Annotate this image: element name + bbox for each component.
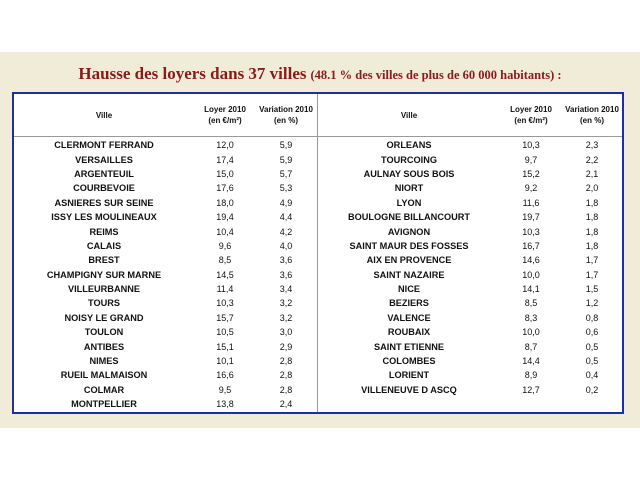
cell-variation: 3,2 xyxy=(279,298,293,309)
table-row xyxy=(318,311,622,325)
cell-city: MONTPELLIER xyxy=(71,399,137,410)
cell-variation: 2,0 xyxy=(585,183,599,194)
cell-variation: 2,1 xyxy=(585,168,599,179)
table-row xyxy=(318,253,622,267)
header-variation: Variation 2010 (en %) xyxy=(565,105,619,125)
header-rent: Loyer 2010 (en €/m²) xyxy=(204,105,246,125)
table-row xyxy=(14,167,317,181)
cell-variation: 3,6 xyxy=(279,269,293,280)
cell-rent: 17,4 xyxy=(216,154,234,165)
cell-rent: 17,6 xyxy=(216,183,234,194)
cell-rent: 10,3 xyxy=(522,226,540,237)
cell-city: LORIENT xyxy=(388,370,430,381)
cell-rent: 14,6 xyxy=(522,255,540,266)
table-row xyxy=(14,354,317,368)
cell-variation: 0,2 xyxy=(585,384,599,395)
cell-city: NOISY LE GRAND xyxy=(64,312,144,323)
table-row xyxy=(318,383,622,397)
cell-variation: 4,4 xyxy=(279,212,293,223)
cell-variation: 1,7 xyxy=(585,255,599,266)
cell-rent: 9,7 xyxy=(524,154,538,165)
table-header-right xyxy=(318,94,622,137)
cell-variation: 1,7 xyxy=(585,269,599,280)
table-row xyxy=(14,383,317,397)
cell-city: BREST xyxy=(88,255,120,266)
table-row xyxy=(318,325,622,339)
header-city: Ville xyxy=(95,110,113,120)
table-row xyxy=(14,397,317,411)
page-title xyxy=(0,64,640,84)
title-main: Hausse des loyers dans 37 villes xyxy=(78,64,307,83)
table-row xyxy=(14,138,317,152)
cell-variation: 3,2 xyxy=(279,312,293,323)
cell-variation: 2,4 xyxy=(279,399,293,410)
cell-rent: 14,4 xyxy=(522,356,540,367)
cell-variation: 5,3 xyxy=(279,183,293,194)
cell-city: TOURS xyxy=(88,298,120,309)
table-row xyxy=(318,268,622,282)
table-row xyxy=(318,196,622,210)
table-row xyxy=(318,239,622,253)
cell-rent: 19,7 xyxy=(522,212,540,223)
cell-city: ORLEANS xyxy=(386,140,432,151)
cell-city: BOULOGNE BILLANCOURT xyxy=(348,212,470,223)
cell-variation: 0,5 xyxy=(585,341,599,352)
table-row xyxy=(318,339,622,353)
cell-variation: 4,9 xyxy=(279,197,293,208)
cell-city: ANTIBES xyxy=(83,341,125,352)
table-row xyxy=(14,239,317,253)
cell-rent: 10,1 xyxy=(216,356,234,367)
cell-city: VALENCE xyxy=(387,312,431,323)
title-subtitle: (48.1 % des villes de plus de 60 000 habitants) : xyxy=(310,68,562,82)
cell-rent: 8,3 xyxy=(524,312,538,323)
cell-rent: 8,9 xyxy=(524,370,538,381)
cell-rent: 11,6 xyxy=(522,197,540,208)
cell-rent: 12,0 xyxy=(216,140,234,151)
cell-city: ASNIERES SUR SEINE xyxy=(54,197,154,208)
cell-variation: 2,9 xyxy=(279,341,293,352)
cell-city: TOURCOING xyxy=(381,154,437,165)
cell-variation: 2,8 xyxy=(279,384,293,395)
table-row xyxy=(318,210,622,224)
cell-variation: 1,8 xyxy=(585,226,599,237)
cell-rent: 12,7 xyxy=(522,384,540,395)
cell-city: VILLENEUVE D ASCQ xyxy=(361,384,457,395)
table-row xyxy=(14,296,317,310)
cell-city: SAINT MAUR DES FOSSES xyxy=(349,240,469,251)
cell-variation: 1,5 xyxy=(585,284,599,295)
cell-city: REIMS xyxy=(89,226,119,237)
table-row xyxy=(14,282,317,296)
cell-city: ARGENTEUIL xyxy=(74,168,134,179)
table-left-half xyxy=(14,94,318,412)
cell-city: NICE xyxy=(398,284,420,295)
cell-rent: 16,7 xyxy=(522,240,540,251)
table-row xyxy=(14,339,317,353)
table-row xyxy=(318,296,622,310)
cell-city: SAINT NAZAIRE xyxy=(373,269,445,280)
cell-variation: 1,2 xyxy=(585,298,599,309)
table-row xyxy=(318,167,622,181)
cell-city: CLERMONT FERRAND xyxy=(54,140,154,151)
header-rent: Loyer 2010 (en €/m²) xyxy=(510,105,552,125)
cell-rent: 15,1 xyxy=(216,341,234,352)
cell-variation: 0,8 xyxy=(585,312,599,323)
table-row xyxy=(14,253,317,267)
table-row xyxy=(14,196,317,210)
cell-variation: 2,2 xyxy=(585,154,599,165)
cell-city: AIX EN PROVENCE xyxy=(366,255,452,266)
cell-variation: 5,9 xyxy=(279,154,293,165)
cell-city: ISSY LES MOULINEAUX xyxy=(51,212,157,223)
table-row xyxy=(318,368,622,382)
table-rows-right xyxy=(318,137,622,397)
cell-rent: 15,0 xyxy=(216,168,234,179)
cell-variation: 3,4 xyxy=(279,284,293,295)
cell-rent: 10,4 xyxy=(216,226,234,237)
cell-city: NIORT xyxy=(394,183,424,194)
table-row xyxy=(318,282,622,296)
cell-variation: 0,6 xyxy=(585,327,599,338)
table-row xyxy=(14,224,317,238)
cell-rent: 9,2 xyxy=(524,183,538,194)
table-rows-left xyxy=(14,137,317,411)
cell-rent: 16,6 xyxy=(216,370,234,381)
cell-rent: 19,4 xyxy=(216,212,234,223)
cell-city: TOULON xyxy=(84,327,124,338)
cell-rent: 8,7 xyxy=(524,341,538,352)
cell-rent: 10,3 xyxy=(216,298,234,309)
cell-variation: 3,0 xyxy=(279,327,293,338)
cell-city: SAINT ETIENNE xyxy=(374,341,444,352)
table-right-half xyxy=(318,94,622,412)
table-row xyxy=(14,268,317,282)
cell-city: AULNAY SOUS BOIS xyxy=(363,168,455,179)
table-row xyxy=(14,210,317,224)
cell-rent: 14,5 xyxy=(216,269,234,280)
header-city: Ville xyxy=(400,110,418,120)
table-row xyxy=(318,138,622,152)
header-variation: Variation 2010 (en %) xyxy=(259,105,313,125)
cell-city: AVIGNON xyxy=(387,226,431,237)
cell-city: LYON xyxy=(396,197,422,208)
cell-variation: 5,7 xyxy=(279,168,293,179)
cell-variation: 0,4 xyxy=(585,370,599,381)
cell-city: COLMAR xyxy=(83,384,125,395)
table-row xyxy=(318,181,622,195)
cell-rent: 9,5 xyxy=(218,384,232,395)
cell-city: VILLEURBANNE xyxy=(68,284,140,295)
table-row xyxy=(318,354,622,368)
cell-rent: 11,4 xyxy=(216,284,234,295)
cell-rent: 8,5 xyxy=(218,255,232,266)
cell-rent: 10,5 xyxy=(216,327,234,338)
cell-variation: 1,8 xyxy=(585,240,599,251)
cell-rent: 13,8 xyxy=(216,399,234,410)
cell-city: CHAMPIGNY SUR MARNE xyxy=(46,269,162,280)
cell-variation: 5,9 xyxy=(279,140,293,151)
cell-city: VERSAILLES xyxy=(75,154,133,165)
cell-rent: 10,0 xyxy=(522,269,540,280)
cell-city: NIMES xyxy=(89,356,119,367)
cell-city: COLOMBES xyxy=(382,356,436,367)
table-row xyxy=(14,325,317,339)
cell-city: ROUBAIX xyxy=(387,327,431,338)
cell-rent: 18,0 xyxy=(216,197,234,208)
cell-variation: 1,8 xyxy=(585,197,599,208)
cell-rent: 15,2 xyxy=(522,168,540,179)
cell-variation: 2,3 xyxy=(585,140,599,151)
table-row xyxy=(14,152,317,166)
table-row xyxy=(318,152,622,166)
cell-rent: 8,5 xyxy=(524,298,538,309)
cell-city: CALAIS xyxy=(86,240,122,251)
cell-city: BEZIERS xyxy=(389,298,429,309)
cell-variation: 0,5 xyxy=(585,356,599,367)
table-row xyxy=(14,181,317,195)
rent-table xyxy=(12,92,624,414)
cell-variation: 2,8 xyxy=(279,370,293,381)
cell-variation: 4,0 xyxy=(279,240,293,251)
cell-rent: 10,0 xyxy=(522,327,540,338)
cell-rent: 15,7 xyxy=(216,312,234,323)
cell-rent: 10,3 xyxy=(522,140,540,151)
table-row xyxy=(14,368,317,382)
cell-variation: 2,8 xyxy=(279,356,293,367)
cell-variation: 1,8 xyxy=(585,212,599,223)
cell-city: RUEIL MALMAISON xyxy=(60,370,148,381)
cell-rent: 9,6 xyxy=(218,240,232,251)
cell-city: COURBEVOIE xyxy=(73,183,135,194)
cell-variation: 4,2 xyxy=(279,226,293,237)
table-row xyxy=(318,224,622,238)
cell-rent: 14,1 xyxy=(522,284,540,295)
cell-variation: 3,6 xyxy=(279,255,293,266)
table-row xyxy=(14,311,317,325)
table-header-left xyxy=(14,94,317,137)
